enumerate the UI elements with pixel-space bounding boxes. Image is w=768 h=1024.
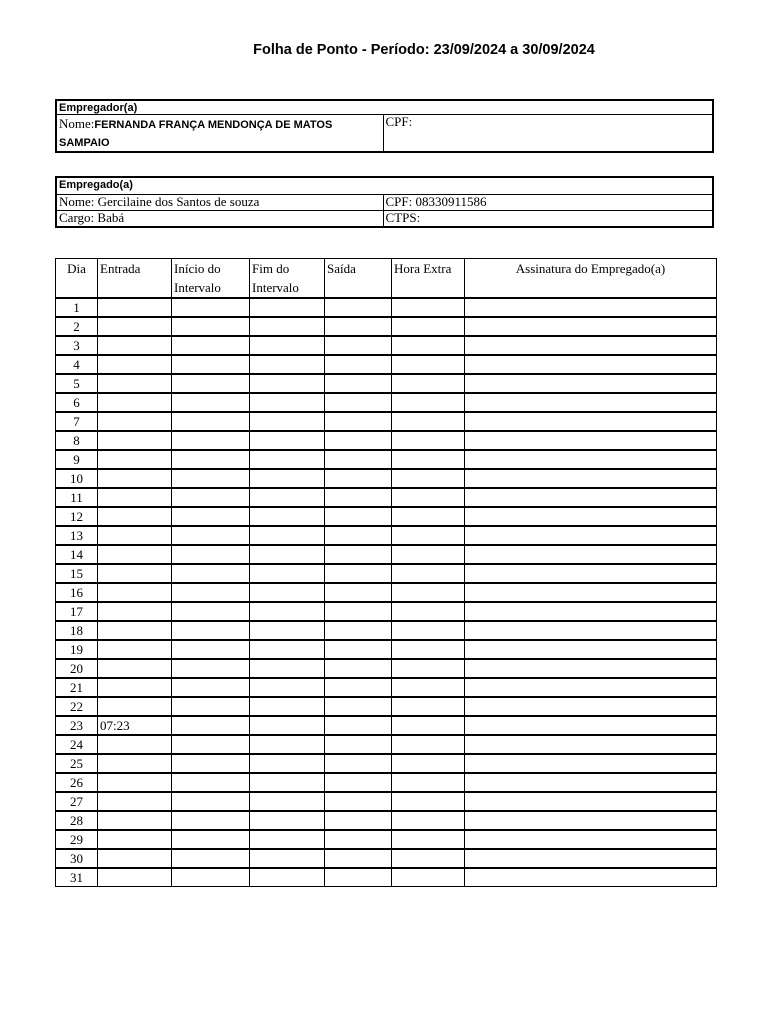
cell-fim-intervalo xyxy=(250,849,325,868)
cell-fim-intervalo xyxy=(250,678,325,697)
cell-saida xyxy=(325,393,392,412)
table-row xyxy=(56,678,717,697)
employer-heading: Empregador(a) xyxy=(56,100,713,115)
cell-hora-extra xyxy=(392,469,465,488)
table-row xyxy=(56,526,717,545)
cell-dia: 3 xyxy=(56,336,98,355)
cell-dia: 11 xyxy=(56,488,98,507)
cell-hora-extra xyxy=(392,735,465,754)
cell-fim-intervalo xyxy=(250,317,325,336)
cell-entrada: 07:23 xyxy=(98,716,172,735)
cell-entrada xyxy=(98,507,172,526)
cell-hora-extra xyxy=(392,678,465,697)
cell-fim-intervalo xyxy=(250,526,325,545)
cell-hora-extra xyxy=(392,868,465,887)
cell-inicio-intervalo xyxy=(172,469,250,488)
cell-entrada xyxy=(98,868,172,887)
cell-saida xyxy=(325,431,392,450)
cell-fim-intervalo xyxy=(250,355,325,374)
cell-inicio-intervalo xyxy=(172,545,250,564)
cell-dia: 15 xyxy=(56,564,98,583)
cell-entrada xyxy=(98,355,172,374)
header-hora-extra: Hora Extra xyxy=(392,259,465,299)
cell-fim-intervalo xyxy=(250,811,325,830)
table-row xyxy=(56,849,717,868)
cell-inicio-intervalo xyxy=(172,507,250,526)
cell-inicio-intervalo xyxy=(172,564,250,583)
employee-name: Nome: Gercilaine dos Santos de souza xyxy=(56,195,383,211)
cell-entrada xyxy=(98,564,172,583)
cell-assinatura xyxy=(465,640,717,659)
header-entrada: Entrada xyxy=(98,259,172,299)
cell-inicio-intervalo xyxy=(172,811,250,830)
employer-name-label: Nome: xyxy=(59,116,95,131)
table-row xyxy=(56,431,717,450)
cell-fim-intervalo xyxy=(250,830,325,849)
cell-dia: 30 xyxy=(56,849,98,868)
cell-assinatura xyxy=(465,336,717,355)
cell-saida xyxy=(325,640,392,659)
cell-assinatura xyxy=(465,564,717,583)
cell-dia: 18 xyxy=(56,621,98,640)
cell-inicio-intervalo xyxy=(172,621,250,640)
cell-entrada xyxy=(98,298,172,317)
table-row xyxy=(56,602,717,621)
cell-dia: 5 xyxy=(56,374,98,393)
cell-entrada xyxy=(98,469,172,488)
header-fim-line1: Fim do xyxy=(252,261,290,276)
cell-fim-intervalo xyxy=(250,374,325,393)
cell-fim-intervalo xyxy=(250,488,325,507)
cell-assinatura xyxy=(465,735,717,754)
cell-saida xyxy=(325,583,392,602)
table-row xyxy=(56,811,717,830)
cell-entrada xyxy=(98,431,172,450)
cell-fim-intervalo xyxy=(250,393,325,412)
cell-entrada xyxy=(98,659,172,678)
table-row xyxy=(56,469,717,488)
cell-saida xyxy=(325,374,392,393)
cell-inicio-intervalo xyxy=(172,830,250,849)
cell-dia: 13 xyxy=(56,526,98,545)
cell-fim-intervalo xyxy=(250,735,325,754)
cell-hora-extra xyxy=(392,355,465,374)
cell-hora-extra xyxy=(392,431,465,450)
cell-saida xyxy=(325,830,392,849)
cell-fim-intervalo xyxy=(250,773,325,792)
cell-saida xyxy=(325,355,392,374)
cell-saida xyxy=(325,735,392,754)
cell-saida xyxy=(325,602,392,621)
cell-hora-extra xyxy=(392,773,465,792)
cell-fim-intervalo xyxy=(250,450,325,469)
cell-hora-extra xyxy=(392,640,465,659)
cell-dia: 17 xyxy=(56,602,98,621)
cell-hora-extra xyxy=(392,602,465,621)
cell-assinatura xyxy=(465,317,717,336)
cell-assinatura xyxy=(465,754,717,773)
cell-assinatura xyxy=(465,849,717,868)
cell-fim-intervalo xyxy=(250,621,325,640)
cell-dia: 23 xyxy=(56,716,98,735)
cell-assinatura xyxy=(465,773,717,792)
employer-table xyxy=(55,99,714,153)
cell-hora-extra xyxy=(392,697,465,716)
cell-hora-extra xyxy=(392,298,465,317)
cell-assinatura xyxy=(465,412,717,431)
cell-inicio-intervalo xyxy=(172,868,250,887)
table-row xyxy=(56,545,717,564)
employer-cpf: CPF: xyxy=(383,115,713,153)
cell-saida xyxy=(325,526,392,545)
cell-hora-extra xyxy=(392,450,465,469)
cell-assinatura xyxy=(465,830,717,849)
page-title: Folha de Ponto - Período: 23/09/2024 a 30/09/2024 xyxy=(253,42,595,58)
cell-entrada xyxy=(98,374,172,393)
cell-hora-extra xyxy=(392,811,465,830)
cell-inicio-intervalo xyxy=(172,659,250,678)
cell-hora-extra xyxy=(392,507,465,526)
cell-entrada xyxy=(98,526,172,545)
cell-inicio-intervalo xyxy=(172,488,250,507)
cell-entrada xyxy=(98,735,172,754)
cell-entrada xyxy=(98,697,172,716)
cell-assinatura xyxy=(465,526,717,545)
cell-saida xyxy=(325,792,392,811)
table-row xyxy=(56,792,717,811)
cell-dia: 14 xyxy=(56,545,98,564)
cell-inicio-intervalo xyxy=(172,735,250,754)
table-row xyxy=(56,754,717,773)
cell-assinatura xyxy=(465,716,717,735)
cell-inicio-intervalo xyxy=(172,640,250,659)
table-row xyxy=(56,583,717,602)
cell-assinatura xyxy=(465,469,717,488)
table-row xyxy=(56,507,717,526)
cell-saida xyxy=(325,811,392,830)
cell-inicio-intervalo xyxy=(172,792,250,811)
cell-saida xyxy=(325,298,392,317)
cell-inicio-intervalo xyxy=(172,716,250,735)
cell-saida xyxy=(325,621,392,640)
cell-hora-extra xyxy=(392,659,465,678)
cell-hora-extra xyxy=(392,830,465,849)
cell-dia: 27 xyxy=(56,792,98,811)
employee-cpf: CPF: 08330911586 xyxy=(383,195,713,211)
table-row xyxy=(56,735,717,754)
header-fim-intervalo xyxy=(250,259,325,299)
cell-dia: 26 xyxy=(56,773,98,792)
cell-saida xyxy=(325,754,392,773)
cell-assinatura xyxy=(465,488,717,507)
cell-dia: 29 xyxy=(56,830,98,849)
cell-entrada xyxy=(98,412,172,431)
cell-assinatura xyxy=(465,431,717,450)
employee-heading: Empregado(a) xyxy=(56,177,713,195)
cell-saida xyxy=(325,336,392,355)
employer-name-cell xyxy=(56,115,383,153)
cell-hora-extra xyxy=(392,412,465,431)
table-row xyxy=(56,830,717,849)
cell-dia: 2 xyxy=(56,317,98,336)
cell-inicio-intervalo xyxy=(172,526,250,545)
cell-entrada xyxy=(98,792,172,811)
cell-hora-extra xyxy=(392,374,465,393)
cell-fim-intervalo xyxy=(250,545,325,564)
table-row xyxy=(56,374,717,393)
cell-hora-extra xyxy=(392,564,465,583)
cell-hora-extra xyxy=(392,621,465,640)
cell-inicio-intervalo xyxy=(172,602,250,621)
table-row xyxy=(56,355,717,374)
cell-entrada xyxy=(98,678,172,697)
cell-inicio-intervalo xyxy=(172,849,250,868)
cell-saida xyxy=(325,868,392,887)
cell-saida xyxy=(325,317,392,336)
cell-entrada xyxy=(98,640,172,659)
employee-cargo: Cargo: Babá xyxy=(56,211,383,228)
table-row xyxy=(56,621,717,640)
cell-hora-extra xyxy=(392,583,465,602)
cell-assinatura xyxy=(465,811,717,830)
cell-entrada xyxy=(98,393,172,412)
cell-assinatura xyxy=(465,507,717,526)
cell-assinatura xyxy=(465,678,717,697)
cell-saida xyxy=(325,488,392,507)
cell-inicio-intervalo xyxy=(172,355,250,374)
cell-inicio-intervalo xyxy=(172,336,250,355)
header-dia: Dia xyxy=(56,259,98,299)
cell-fim-intervalo xyxy=(250,583,325,602)
cell-inicio-intervalo xyxy=(172,754,250,773)
employer-name-value-line1: FERNANDA FRANÇA MENDONÇA DE MATOS xyxy=(94,119,333,131)
employee-table xyxy=(55,176,714,228)
timesheet-table xyxy=(55,258,717,887)
cell-inicio-intervalo xyxy=(172,583,250,602)
cell-fim-intervalo xyxy=(250,412,325,431)
cell-hora-extra xyxy=(392,526,465,545)
cell-hora-extra xyxy=(392,754,465,773)
cell-hora-extra xyxy=(392,317,465,336)
cell-inicio-intervalo xyxy=(172,431,250,450)
cell-fim-intervalo xyxy=(250,507,325,526)
cell-assinatura xyxy=(465,659,717,678)
cell-assinatura xyxy=(465,602,717,621)
table-row xyxy=(56,640,717,659)
table-row xyxy=(56,412,717,431)
header-inicio-line2: Intervalo xyxy=(174,280,221,295)
employer-name-value-line2: SAMPAIO xyxy=(59,137,110,149)
header-inicio-intervalo xyxy=(172,259,250,299)
header-saida: Saída xyxy=(325,259,392,299)
cell-entrada xyxy=(98,583,172,602)
cell-inicio-intervalo xyxy=(172,678,250,697)
cell-saida xyxy=(325,697,392,716)
cell-fim-intervalo xyxy=(250,469,325,488)
table-row xyxy=(56,773,717,792)
cell-assinatura xyxy=(465,583,717,602)
table-row xyxy=(56,659,717,678)
cell-assinatura xyxy=(465,697,717,716)
cell-dia: 1 xyxy=(56,298,98,317)
cell-fim-intervalo xyxy=(250,659,325,678)
cell-fim-intervalo xyxy=(250,431,325,450)
cell-entrada xyxy=(98,773,172,792)
cell-entrada xyxy=(98,336,172,355)
cell-assinatura xyxy=(465,393,717,412)
cell-fim-intervalo xyxy=(250,868,325,887)
cell-inicio-intervalo xyxy=(172,298,250,317)
table-row xyxy=(56,317,717,336)
cell-assinatura xyxy=(465,355,717,374)
cell-entrada xyxy=(98,754,172,773)
cell-entrada xyxy=(98,849,172,868)
cell-saida xyxy=(325,659,392,678)
cell-assinatura xyxy=(465,621,717,640)
cell-entrada xyxy=(98,488,172,507)
cell-inicio-intervalo xyxy=(172,317,250,336)
cell-inicio-intervalo xyxy=(172,697,250,716)
employee-ctps: CTPS: xyxy=(383,211,713,228)
cell-assinatura xyxy=(465,374,717,393)
cell-saida xyxy=(325,849,392,868)
cell-assinatura xyxy=(465,450,717,469)
cell-dia: 25 xyxy=(56,754,98,773)
header-inicio-line1: Início do xyxy=(174,261,221,276)
table-row xyxy=(56,716,717,735)
cell-dia: 22 xyxy=(56,697,98,716)
cell-saida xyxy=(325,450,392,469)
table-row xyxy=(56,697,717,716)
header-assinatura: Assinatura do Empregado(a) xyxy=(465,259,717,299)
cell-fim-intervalo xyxy=(250,602,325,621)
cell-assinatura xyxy=(465,298,717,317)
table-row xyxy=(56,450,717,469)
table-row xyxy=(56,868,717,887)
cell-dia: 8 xyxy=(56,431,98,450)
cell-saida xyxy=(325,678,392,697)
cell-assinatura xyxy=(465,792,717,811)
cell-dia: 16 xyxy=(56,583,98,602)
cell-hora-extra xyxy=(392,393,465,412)
cell-dia: 20 xyxy=(56,659,98,678)
cell-dia: 4 xyxy=(56,355,98,374)
cell-entrada xyxy=(98,450,172,469)
cell-fim-intervalo xyxy=(250,640,325,659)
table-row xyxy=(56,298,717,317)
cell-hora-extra xyxy=(392,545,465,564)
cell-entrada xyxy=(98,602,172,621)
table-row xyxy=(56,393,717,412)
cell-saida xyxy=(325,545,392,564)
cell-dia: 28 xyxy=(56,811,98,830)
cell-assinatura xyxy=(465,545,717,564)
cell-hora-extra xyxy=(392,792,465,811)
cell-fim-intervalo xyxy=(250,564,325,583)
cell-dia: 19 xyxy=(56,640,98,659)
cell-saida xyxy=(325,564,392,583)
table-row xyxy=(56,488,717,507)
timesheet-body xyxy=(56,298,717,887)
cell-assinatura xyxy=(465,868,717,887)
cell-inicio-intervalo xyxy=(172,412,250,431)
cell-fim-intervalo xyxy=(250,298,325,317)
cell-inicio-intervalo xyxy=(172,393,250,412)
header-fim-line2: Intervalo xyxy=(252,280,299,295)
cell-saida xyxy=(325,773,392,792)
cell-inicio-intervalo xyxy=(172,450,250,469)
cell-entrada xyxy=(98,811,172,830)
cell-saida xyxy=(325,716,392,735)
cell-fim-intervalo xyxy=(250,697,325,716)
cell-entrada xyxy=(98,317,172,336)
cell-dia: 9 xyxy=(56,450,98,469)
cell-inicio-intervalo xyxy=(172,374,250,393)
cell-saida xyxy=(325,412,392,431)
cell-dia: 10 xyxy=(56,469,98,488)
table-row xyxy=(56,564,717,583)
cell-dia: 21 xyxy=(56,678,98,697)
table-row xyxy=(56,336,717,355)
cell-fim-intervalo xyxy=(250,754,325,773)
cell-hora-extra xyxy=(392,488,465,507)
cell-fim-intervalo xyxy=(250,336,325,355)
cell-inicio-intervalo xyxy=(172,773,250,792)
cell-fim-intervalo xyxy=(250,716,325,735)
cell-hora-extra xyxy=(392,336,465,355)
cell-hora-extra xyxy=(392,849,465,868)
cell-entrada xyxy=(98,545,172,564)
cell-entrada xyxy=(98,621,172,640)
cell-entrada xyxy=(98,830,172,849)
cell-dia: 31 xyxy=(56,868,98,887)
cell-dia: 24 xyxy=(56,735,98,754)
cell-dia: 6 xyxy=(56,393,98,412)
cell-dia: 12 xyxy=(56,507,98,526)
cell-hora-extra xyxy=(392,716,465,735)
cell-fim-intervalo xyxy=(250,792,325,811)
cell-saida xyxy=(325,507,392,526)
cell-dia: 7 xyxy=(56,412,98,431)
cell-saida xyxy=(325,469,392,488)
